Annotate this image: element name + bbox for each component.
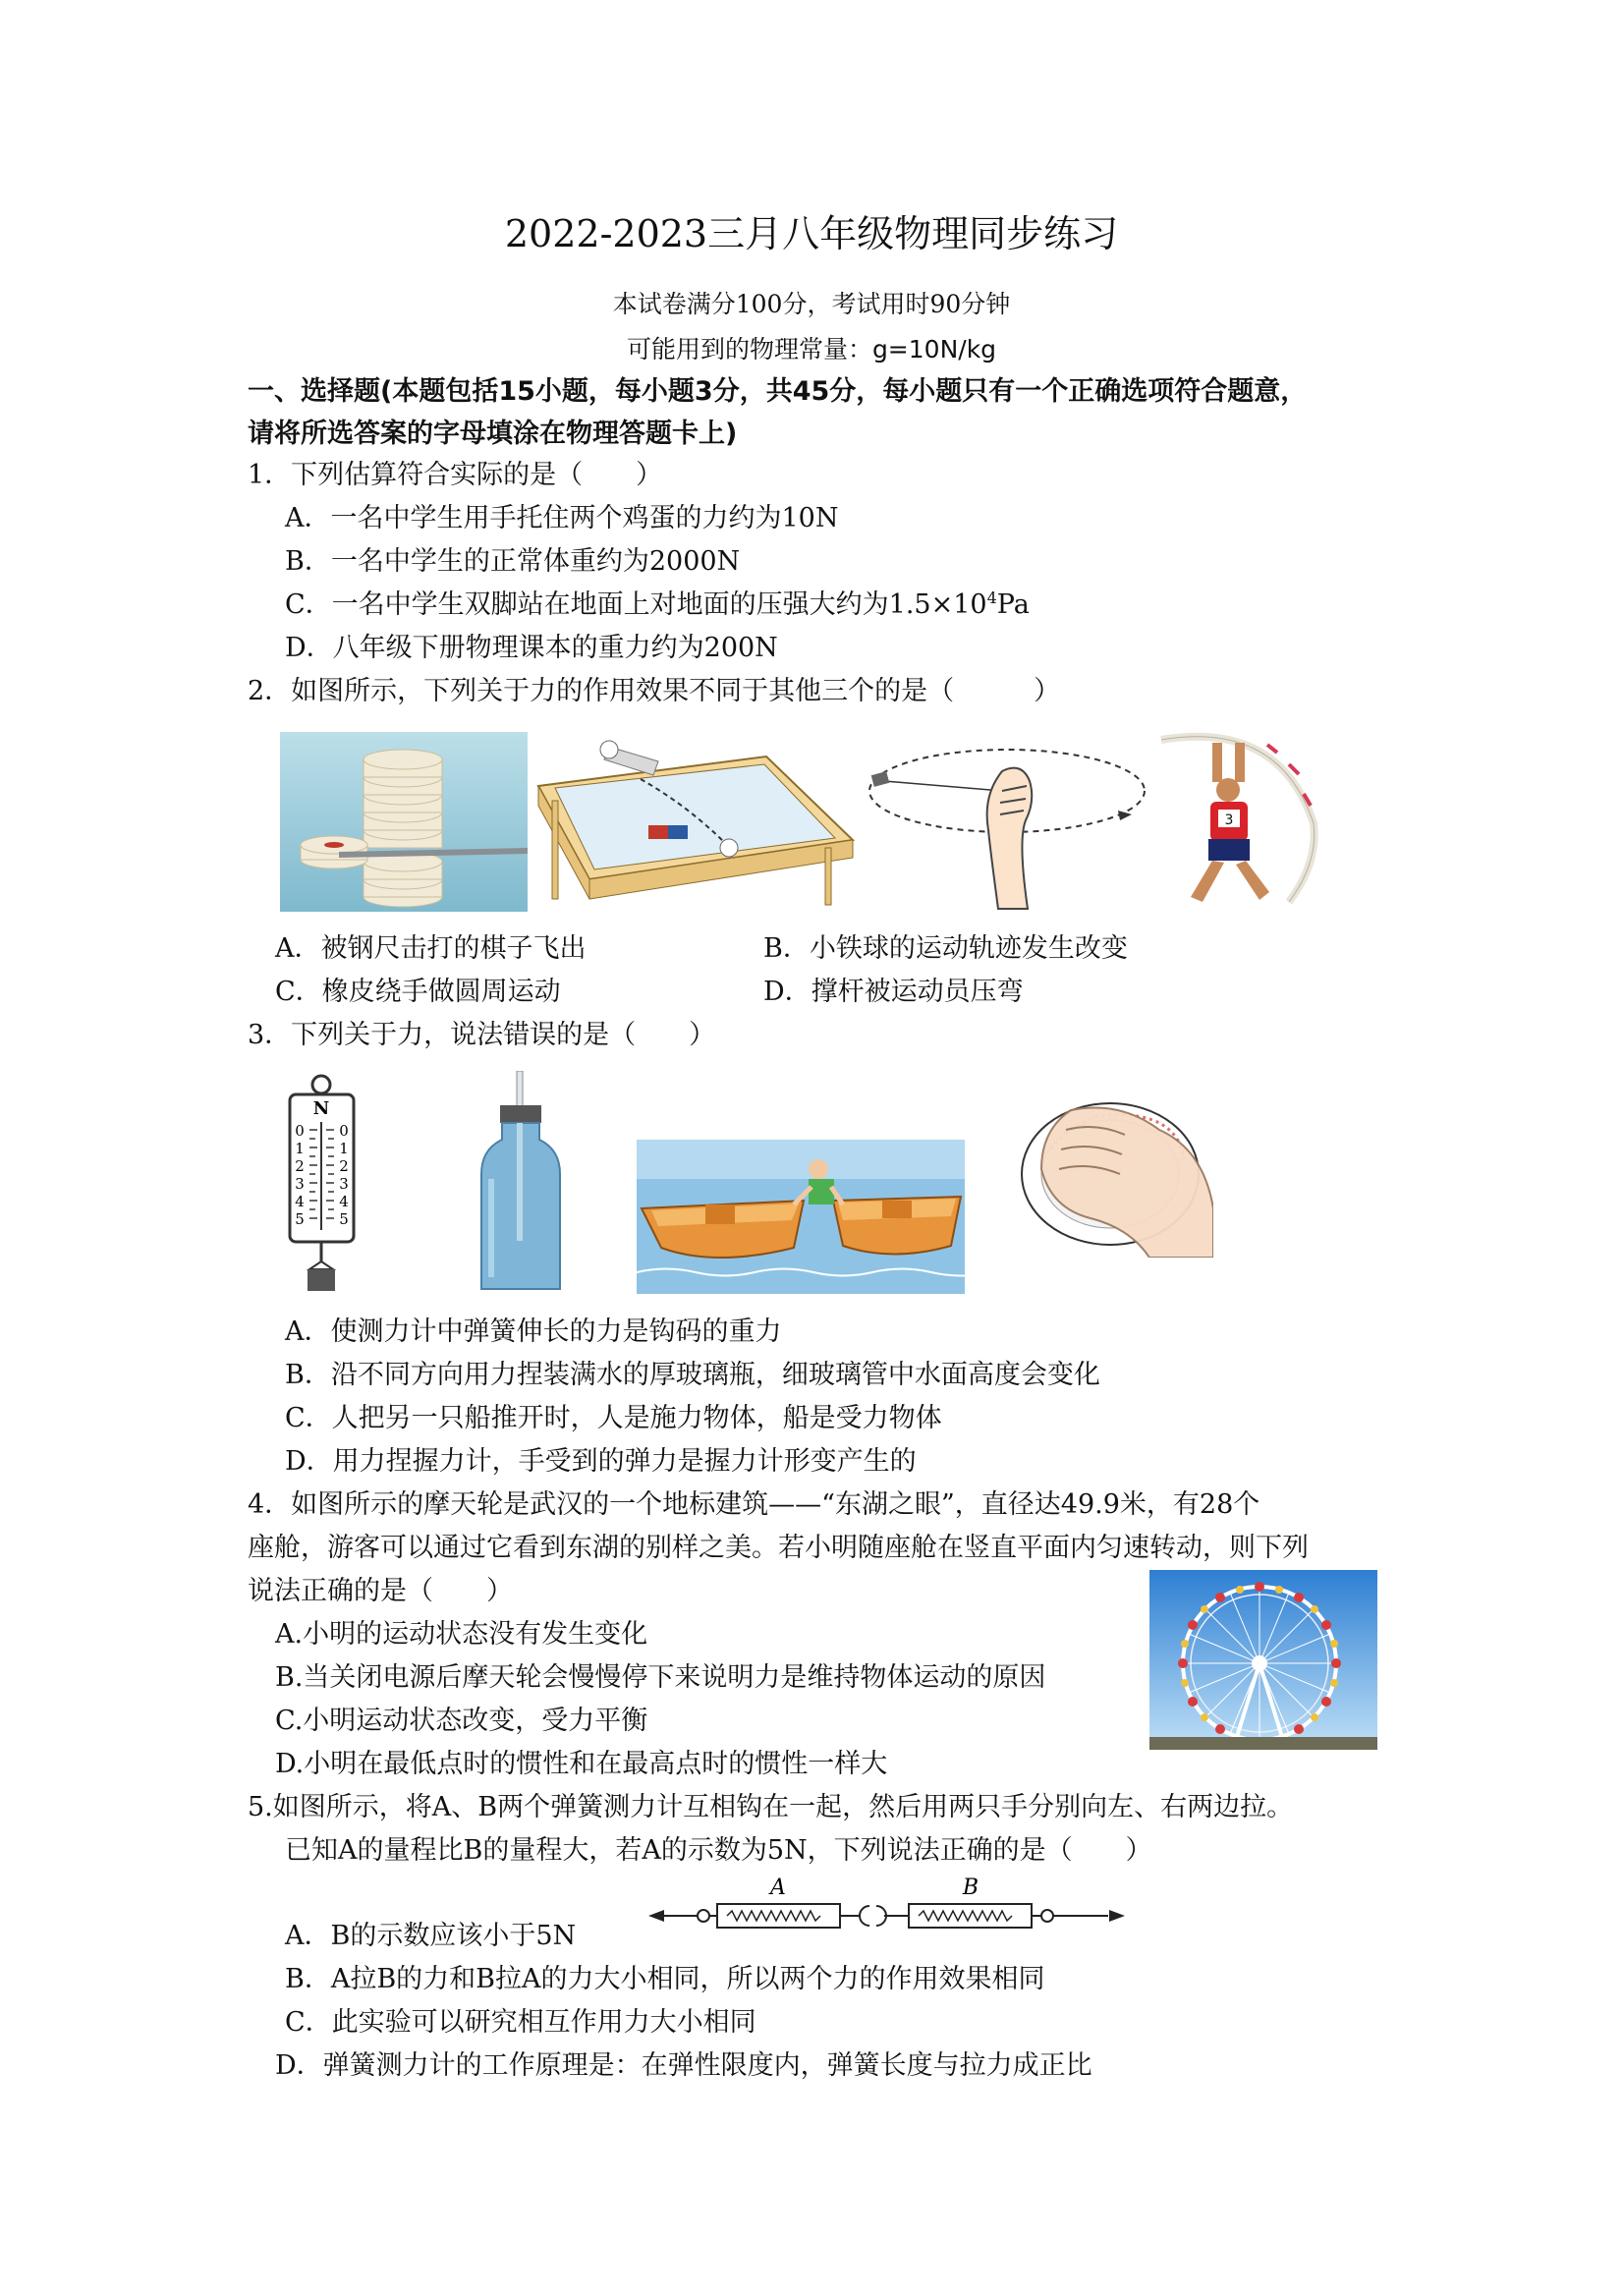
q4-stem-line1: 4．如图所示的摩天轮是武汉的一个地标建筑——“东湖之眼”，直径达49.9米，有28个 <box>248 1489 1260 1520</box>
scale-tick-4-left: 4 <box>295 1193 305 1210</box>
q5-option-a: A．B的示数应该小于5N <box>285 1921 577 1951</box>
scale-a-label: A <box>770 1876 786 1900</box>
q2-option-c: C．橡皮绕手做圆周运动 <box>275 977 561 1007</box>
q4-stem-line3: 说法正确的是（ ） <box>248 1576 513 1606</box>
exam-info: 本试卷满分100分，考试用时90分钟 <box>612 290 1011 318</box>
page-title: 2022-2023三月八年级物理同步练习 <box>504 212 1119 255</box>
q1-option-d: D．八年级下册物理课本的重力约为200N <box>285 633 778 663</box>
q2-option-b: B．小铁球的运动轨迹发生改变 <box>763 933 1128 964</box>
physics-constants: 可能用到的物理常量：g=10N/kg <box>626 335 997 364</box>
q1-option-c-exponent: 4 <box>986 588 997 607</box>
q1-option-b: B．一名中学生的正常体重约为2000N <box>285 546 741 577</box>
q3-option-a: A．使测力计中弹簧伸长的力是钩码的重力 <box>285 1316 782 1347</box>
q4-stem-line2: 座舱，游客可以通过它看到东湖的别样之美。若小明随座舱在竖直平面内匀速转动，则下列 <box>248 1533 1309 1563</box>
q1-option-c <box>285 588 1030 623</box>
q2-figure-pole-vault <box>1151 725 1326 912</box>
q1-option-c-unit: Pa <box>996 589 1030 620</box>
scale-tick-3-right: 3 <box>339 1175 349 1193</box>
scale-tick-3-left: 3 <box>295 1175 305 1193</box>
q3-figure-grip-dynamometer <box>1012 1091 1213 1258</box>
q3-figure-spring-scale <box>280 1073 364 1294</box>
q3-figure-boats <box>637 1140 965 1294</box>
q2-option-a: A．被钢尺击打的棋子飞出 <box>275 933 587 964</box>
section-heading-line2: 请将所选答案的字母填涂在物理答题卡上) <box>248 419 738 449</box>
scale-b-label: B <box>962 1876 979 1900</box>
scale-tick-1-left: 1 <box>295 1140 305 1157</box>
scale-tick-5-left: 5 <box>295 1210 305 1228</box>
q3-figure-glass-bottle <box>476 1071 565 1295</box>
q2-figure-eraser-circle <box>855 732 1159 912</box>
q3-stem: 3．下列关于力，说法错误的是（ ） <box>248 1020 716 1050</box>
scale-unit-label: N <box>312 1098 330 1119</box>
q2-stem: 2．如图所示，下列关于力的作用效果不同于其他三个的是（ ） <box>248 676 1061 706</box>
q5-stem-line1: 5.如图所示，将A、B两个弹簧测力计互相钩在一起，然后用两只手分别向左、右两边拉。 <box>248 1792 1294 1822</box>
q4-figure-ferris-wheel <box>1149 1570 1377 1750</box>
scale-tick-5-right: 5 <box>339 1210 349 1228</box>
q2-option-d: D．撑杆被运动员压弯 <box>763 977 1024 1007</box>
q5-option-d: D．弹簧测力计的工作原理是：在弹性限度内，弹簧长度与拉力成正比 <box>275 2050 1092 2081</box>
q5-figure-spring-scales <box>648 1875 1125 1933</box>
q4-option-b: B.当关闭电源后摩天轮会慢慢停下来说明力是维持物体运动的原因 <box>275 1662 1046 1693</box>
q5-option-b: B．A拉B的力和B拉A的力大小相同，所以两个力的作用效果相同 <box>285 1964 1045 1994</box>
q5-option-c: C．此实验可以研究相互作用力大小相同 <box>285 2007 756 2038</box>
scale-tick-0-left: 0 <box>295 1122 305 1140</box>
q4-option-d: D.小明在最低点时的惯性和在最高点时的惯性一样大 <box>275 1749 888 1779</box>
q3-option-d: D．用力捏握力计，手受到的弹力是握力计形变产生的 <box>285 1446 917 1477</box>
scale-tick-0-right: 0 <box>339 1122 349 1140</box>
q4-option-a: A.小明的运动状态没有发生变化 <box>275 1619 648 1650</box>
q2-figure-magnet-trajectory <box>531 732 857 907</box>
scale-tick-1-right: 1 <box>339 1140 349 1157</box>
q3-option-b: B．沿不同方向用力捏装满水的厚玻璃瓶，细玻璃管中水面高度会变化 <box>285 1360 1100 1390</box>
q2-figure-chess-pieces <box>280 732 528 912</box>
q5-stem-line2: 已知A的量程比B的量程大，若A的示数为5N，下列说法正确的是（ ） <box>285 1835 1152 1866</box>
scale-tick-4-right: 4 <box>339 1193 349 1210</box>
q4-option-c: C.小明运动状态改变，受力平衡 <box>275 1706 648 1736</box>
athlete-bib-number: 3 <box>1224 812 1234 828</box>
q1-stem: 1．下列估算符合实际的是（ ） <box>248 460 663 490</box>
section-heading-line1: 一、选择题(本题包括15小题，每小题3分，共45分，每小题只有一个正确选项符合题意， <box>248 376 1308 407</box>
q1-option-c-text: C．一名中学生双脚站在地面上对地面的压强大约为1.5×10 <box>285 589 987 620</box>
scale-tick-2-left: 2 <box>295 1157 305 1175</box>
scale-tick-2-right: 2 <box>339 1157 349 1175</box>
q1-option-a: A．一名中学生用手托住两个鸡蛋的力约为10N <box>285 503 839 533</box>
q3-option-c: C．人把另一只船推开时，人是施力物体，船是受力物体 <box>285 1403 942 1433</box>
